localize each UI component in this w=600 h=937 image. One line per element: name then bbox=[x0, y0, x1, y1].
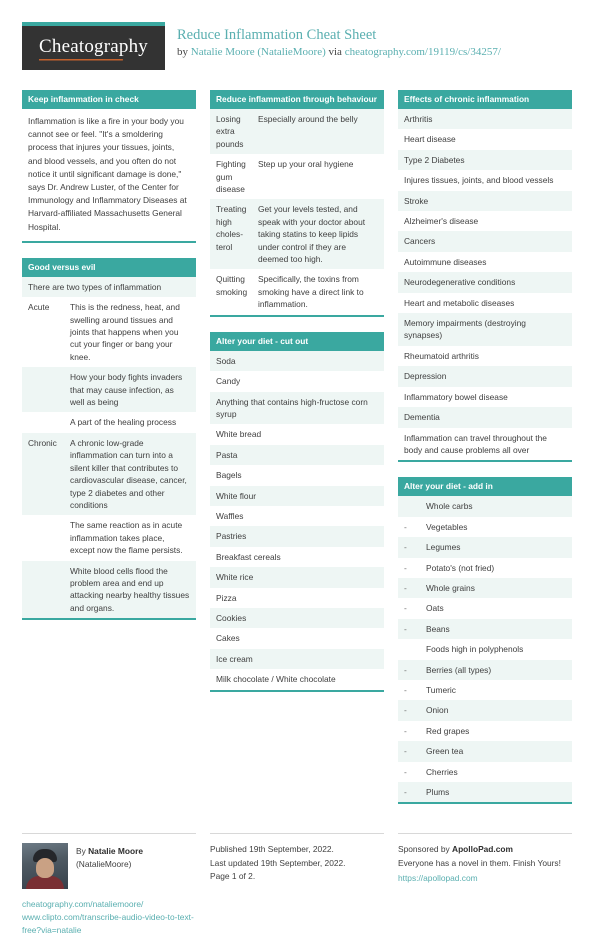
table-row bbox=[398, 537, 572, 557]
list-item: Depression bbox=[398, 366, 572, 386]
page-footer bbox=[22, 823, 578, 937]
row-label: Treating high choles-terol bbox=[216, 204, 247, 252]
logo-text: Cheatography bbox=[39, 36, 148, 61]
list-item: Dementia bbox=[398, 407, 572, 427]
row-value: Green tea bbox=[426, 746, 464, 757]
row-dash-marker: - bbox=[404, 521, 407, 532]
list-item: Injures tissues, joints, and blood vessels bbox=[398, 170, 572, 190]
card-title: Reduce inflammation through behaviour bbox=[210, 90, 384, 109]
cut-out-list bbox=[210, 351, 384, 690]
sponsor-info bbox=[398, 843, 572, 886]
card-title: Effects of chronic inflammation bbox=[398, 90, 572, 109]
table-row bbox=[22, 297, 196, 367]
byline-by-label: by bbox=[177, 46, 191, 58]
row-dash-marker: - bbox=[404, 664, 407, 675]
row-dash-marker: - bbox=[404, 562, 407, 573]
header-text-block bbox=[177, 22, 501, 60]
column-2 bbox=[210, 90, 384, 707]
author-extra-link[interactable]: www.clipto.com/transcribe-audio-video-to-text-free?via=natalie bbox=[22, 912, 194, 936]
author-profile-link[interactable]: cheatography.com/nataliemoore/ bbox=[22, 899, 144, 910]
column-1 bbox=[22, 90, 196, 635]
table-row: There are two types of inflammation bbox=[22, 277, 196, 297]
column-3 bbox=[398, 90, 572, 819]
list-item: Alzheimer's disease bbox=[398, 211, 572, 231]
row-label: Fighting gum disease bbox=[216, 159, 246, 195]
list-item: Inflammatory bowel disease bbox=[398, 387, 572, 407]
row-dash-marker: - bbox=[404, 705, 407, 716]
row-label: Quitting smoking bbox=[216, 274, 248, 297]
page-title: Reduce Inflammation Cheat Sheet bbox=[177, 27, 377, 43]
row-value: Especially around the belly bbox=[258, 114, 358, 124]
row-value: White blood cells flood the problem area and end up attacking nearby healthy tissues and organs. bbox=[70, 565, 190, 613]
row-dash-marker: - bbox=[404, 725, 407, 736]
row-value: Get your levels tested, and speak with your doctor about taking statins to keep lipids under control if they are deemed too high. bbox=[258, 204, 366, 265]
card-good-versus-evil bbox=[22, 258, 196, 620]
row-value: A chronic low-grade inflammation can turn into a silent killer that contributes to cardiovascular disease, cancer, type 2 diabetes and other conditions bbox=[70, 437, 187, 510]
list-item: Pizza bbox=[210, 588, 384, 608]
row-label: Losing extra pounds bbox=[216, 114, 244, 149]
table-row bbox=[398, 721, 572, 741]
row-value: Tumeric bbox=[426, 684, 456, 695]
list-item: Heart disease bbox=[398, 129, 572, 149]
list-item: Autoimmune diseases bbox=[398, 252, 572, 272]
table-row bbox=[398, 639, 572, 659]
author-row bbox=[22, 843, 196, 889]
list-item: Pasta bbox=[210, 445, 384, 465]
author-name: Natalie Moore bbox=[88, 846, 144, 857]
row-value: This is the redness, heat, and swelling around tissues and joints that happens when you cut your finger or bang your knee. bbox=[70, 302, 180, 362]
card-paragraph: Inflammation is like a fire in your body you cannot see or feel. "It's a smoldering process that injures your tissues, joints, and blood vessels, and you often do not notice it until significant damage is done," says Dr. Andrew Luster, of the Center for Immunology and Inflammatory Diseases at Harvard-affiliated Massachusetts General Hospital. bbox=[22, 109, 196, 241]
row-value: Whole carbs bbox=[426, 501, 473, 512]
row-value: Onion bbox=[426, 705, 449, 716]
list-item: White rice bbox=[210, 567, 384, 587]
row-value: The same reaction as in acute inflammation takes place, except now the flame persists. bbox=[70, 520, 183, 556]
row-value: Potato's (not fried) bbox=[426, 562, 495, 573]
row-dash-marker: - bbox=[404, 684, 407, 695]
row-dash-marker: - bbox=[404, 603, 407, 614]
table-row bbox=[398, 578, 572, 598]
list-item: Cancers bbox=[398, 231, 572, 251]
sponsor-prefix: Sponsored by bbox=[398, 844, 453, 855]
list-item: White bread bbox=[210, 424, 384, 444]
table-row bbox=[398, 496, 572, 516]
row-label bbox=[28, 565, 70, 615]
table-row bbox=[398, 660, 572, 680]
table-row bbox=[398, 619, 572, 639]
author-links bbox=[22, 898, 196, 937]
table-row bbox=[398, 762, 572, 782]
row-value: Whole grains bbox=[426, 582, 475, 593]
row-label bbox=[28, 416, 70, 428]
list-item: Candy bbox=[210, 371, 384, 391]
list-item: Cookies bbox=[210, 608, 384, 628]
row-value: Cherries bbox=[426, 766, 458, 777]
table-row bbox=[22, 367, 196, 412]
add-in-list bbox=[398, 496, 572, 802]
list-item: Type 2 Diabetes bbox=[398, 150, 572, 170]
published-date: Published 19th September, 2022. bbox=[210, 844, 334, 855]
row-dash-marker: - bbox=[404, 746, 407, 757]
row-dash-marker: - bbox=[404, 582, 407, 593]
list-item: Rheumatoid arthritis bbox=[398, 346, 572, 366]
card-title: Keep inflammation in check bbox=[22, 90, 196, 109]
list-item: Breakfast cereals bbox=[210, 547, 384, 567]
author-handle: (NatalieMoore) bbox=[76, 859, 132, 870]
row-dash-marker: - bbox=[404, 542, 407, 553]
table-row bbox=[22, 433, 196, 515]
source-url-link[interactable]: cheatography.com/19119/cs/34257/ bbox=[344, 46, 501, 58]
row-value: Red grapes bbox=[426, 725, 470, 736]
table-row bbox=[210, 154, 384, 199]
row-value: Beans bbox=[426, 623, 450, 634]
table-row bbox=[398, 700, 572, 720]
row-value: Legumes bbox=[426, 542, 461, 553]
row-value: How your body fights invaders that may cause infection, as well as being bbox=[70, 372, 183, 408]
card-alter-your-diet-add-in bbox=[398, 477, 572, 804]
byline-via-label: via bbox=[325, 46, 345, 58]
table-row bbox=[398, 558, 572, 578]
sponsor-url-link[interactable]: https://apollopad.com bbox=[398, 873, 478, 884]
table-row bbox=[398, 517, 572, 537]
row-label: Acute bbox=[28, 302, 50, 313]
columns-container bbox=[22, 90, 578, 819]
table-row bbox=[22, 412, 196, 432]
row-label: Chronic bbox=[28, 437, 57, 448]
list-item: Inflammation can travel throughout the body and cause problems all over bbox=[398, 428, 572, 461]
row-value: Plums bbox=[426, 787, 450, 797]
list-item: Stroke bbox=[398, 191, 572, 211]
list-item: Soda bbox=[210, 351, 384, 371]
row-dash-marker: - bbox=[404, 623, 407, 634]
updated-date: Last updated 19th September, 2022. bbox=[210, 857, 346, 868]
page-header bbox=[22, 22, 578, 74]
card-keep-inflammation-in-check bbox=[22, 90, 196, 243]
row-value: Vegetables bbox=[426, 521, 468, 532]
row-value: Specifically, the toxins from smoking have a direct link to inflammation. bbox=[258, 274, 364, 310]
list-item: Bagels bbox=[210, 465, 384, 485]
row-dash-marker bbox=[404, 500, 426, 512]
list-item: White flour bbox=[210, 486, 384, 506]
table-row bbox=[22, 561, 196, 619]
table-row bbox=[398, 598, 572, 618]
table-row bbox=[210, 269, 384, 314]
author-name-block bbox=[76, 843, 143, 871]
effects-list bbox=[398, 109, 572, 460]
row-label bbox=[28, 519, 70, 556]
row-dash-marker: - bbox=[404, 787, 407, 797]
author-by-label: By bbox=[76, 846, 89, 857]
table-row bbox=[22, 515, 196, 560]
table-row bbox=[398, 680, 572, 700]
list-item: Milk chocolate / White chocolate bbox=[210, 669, 384, 689]
card-alter-your-diet-cut-out bbox=[210, 332, 384, 692]
list-item: Pastries bbox=[210, 526, 384, 546]
list-item: Neurodegenerative conditions bbox=[398, 272, 572, 292]
row-value: Step up your oral hygiene bbox=[258, 159, 354, 170]
card-title: Alter your diet - cut out bbox=[210, 332, 384, 351]
card-title: Alter your diet - add in bbox=[398, 477, 572, 496]
table-row bbox=[210, 199, 384, 269]
avatar bbox=[22, 843, 68, 889]
page-number: Page 1 of 2. bbox=[210, 871, 256, 882]
list-item: Waffles bbox=[210, 506, 384, 526]
cheatography-logo[interactable] bbox=[22, 22, 165, 70]
list-item: Cakes bbox=[210, 628, 384, 648]
list-item: Heart and metabolic diseases bbox=[398, 293, 572, 313]
card-title: Good versus evil bbox=[22, 258, 196, 277]
sponsor-name: ApolloPad.com bbox=[452, 844, 513, 855]
row-value: Berries (all types) bbox=[426, 664, 492, 675]
row-dash-marker bbox=[404, 643, 426, 655]
author-link[interactable]: Natalie Moore (NatalieMoore) bbox=[190, 46, 326, 58]
table-row bbox=[398, 741, 572, 761]
list-item: Ice cream bbox=[210, 649, 384, 669]
good-versus-evil-rows bbox=[22, 277, 196, 618]
list-item: Arthritis bbox=[398, 109, 572, 129]
row-value: Oats bbox=[426, 603, 444, 614]
list-item: Memory impairments (destroying synapses) bbox=[398, 313, 572, 346]
card-reduce-inflammation-through-behaviour bbox=[210, 90, 384, 317]
behaviour-rows bbox=[210, 109, 384, 315]
row-value: Foods high in polyphenols bbox=[426, 644, 524, 655]
row-dash-marker: - bbox=[404, 766, 407, 777]
sponsor-tagline: Everyone has a novel in them. Finish Yours! bbox=[398, 857, 561, 868]
byline bbox=[177, 45, 501, 60]
row-label bbox=[28, 371, 70, 408]
table-row bbox=[210, 109, 384, 154]
card-effects-of-chronic-inflammation bbox=[398, 90, 572, 462]
list-item: Anything that contains high-fructose corn syrup bbox=[210, 392, 384, 425]
row-value: A part of the healing process bbox=[70, 417, 177, 428]
table-row bbox=[398, 782, 572, 802]
